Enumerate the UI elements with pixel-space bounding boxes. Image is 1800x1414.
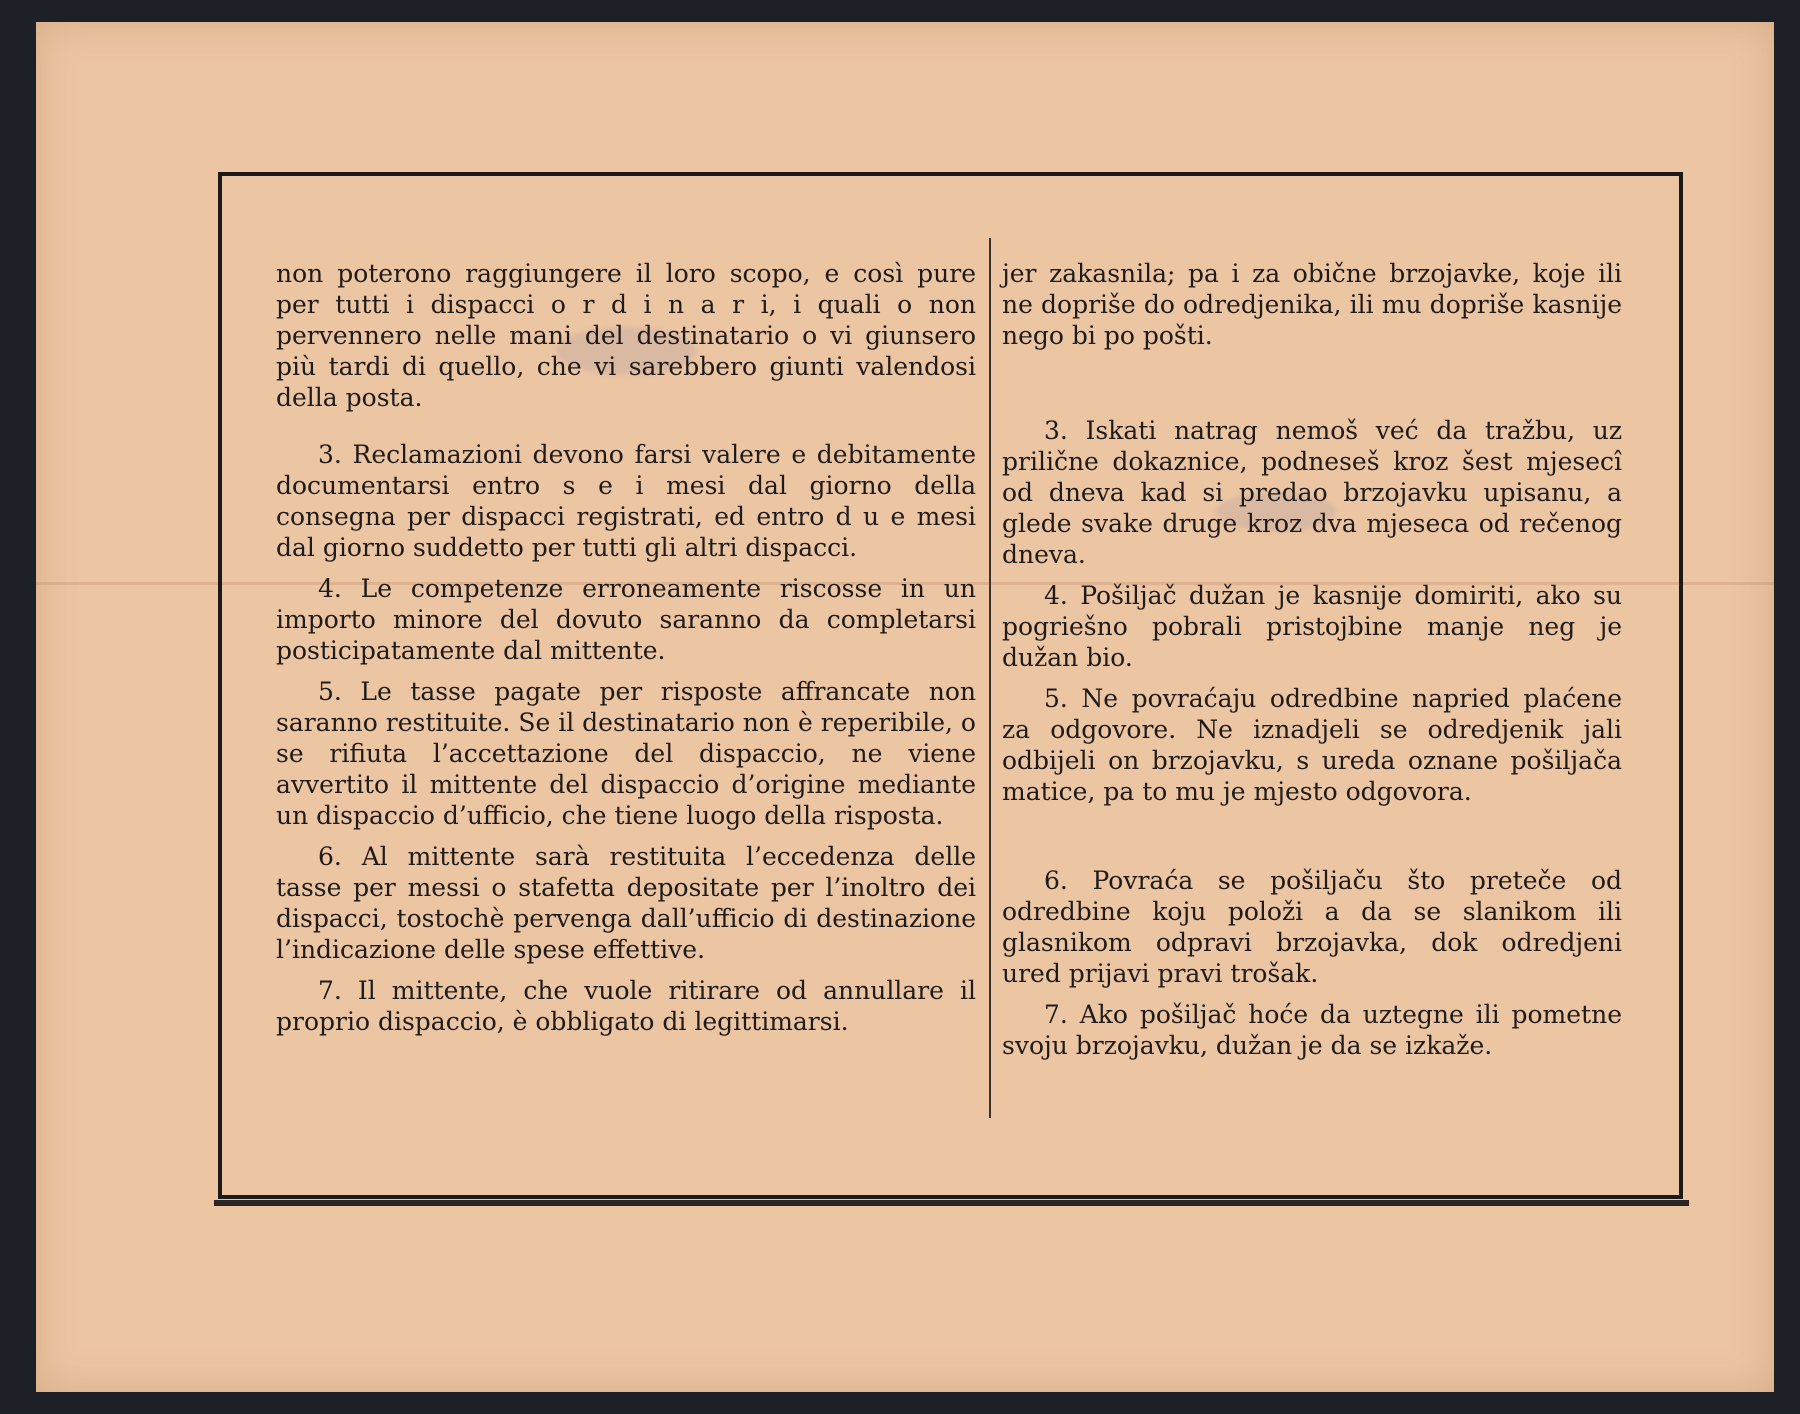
paper-sheet	[36, 22, 1774, 1392]
right-paragraph-1: jer zakasnila; pa i za obične brzojavke, koje ili ne dopriše do odredjenika, ili mu dopriše kasnije nego bi po pošti.	[1002, 259, 1622, 350]
left-paragraph-3: 3. Reclamazioni devono farsi valere e debitamente documentarsi entro s e i mesi dal giorno della consegna per dispacci registrati, ed entro d u e mesi dal giorno suddetto per tutti gli altri dispacci.	[276, 440, 976, 562]
left-paragraph-4: 4. Le competenze erroneamente riscosse in un importo minore del dovuto saranno da completarsi posticipatamente dal mittente.	[276, 574, 976, 665]
right-paragraph-6: 6. Povraća se pošiljaču što preteče od odredbine koju položi a da se slanikom ili glasnikom odpravi brzojavka, dok odredjeni ured prijavi pravi trošak.	[1002, 866, 1622, 988]
left-paragraph-5: 5. Le tasse pagate per risposte affrancate non saranno restituite. Se il destinatario non è reperibile, o se rifiuta l’accettazione del dispaccio, ne viene avvertito il mittente del dispaccio d’origine mediante un dispaccio d’ufficio, che tiene luogo della risposta.	[276, 677, 976, 830]
right-paragraph-7: 7. Ako pošiljač hoće da uztegne ili pometne svoju brzojavku, dužan je da se izkaže.	[1002, 1000, 1622, 1060]
left-paragraph-7: 7. Il mittente, che vuole ritirare od annullare il proprio dispaccio, è obbligato di legittimarsi.	[276, 976, 976, 1036]
left-paragraph-1: non poterono raggiungere il loro scopo, e così pure per tutti i dispacci o r d i n a r i, i quali o non pervennero nelle mani del destinatario o vi giunsero più tardi di quello, che vi sarebbero giunti valendosi della posta.	[276, 259, 976, 412]
left-column	[276, 258, 976, 1037]
left-paragraph-6: 6. Al mittente sarà restituita l’eccedenza delle tasse per messi o stafetta depositate per l’inoltro dei dispacci, tostochè pervenga dall’ufficio di destinazione l’indicazione delle spese effettive.	[276, 842, 976, 964]
frame-bottom-edge	[214, 1200, 1689, 1206]
right-paragraph-5: 5. Ne povraćaju odredbine napried plaćene za odgovore. Ne iznadjeli se odredjenik jali odbijeli on brzojavku, s ureda oznane pošiljača matice, pa to mu je mjesto odgovora.	[1002, 684, 1622, 806]
right-column	[1002, 258, 1622, 1061]
column-divider	[989, 238, 991, 1118]
right-paragraph-4: 4. Pošiljač dužan je kasnije domiriti, ako su pogriešno pobrali pristojbine manje neg je dužan bio.	[1002, 581, 1622, 672]
right-paragraph-3: 3. Iskati natrag nemoš već da tražbu, uz priličnе dokaznice, podneseš kroz šest mjesecî od dneva kad si predao brzojavku upisanu, a glede svake druge kroz dva mjeseca od rečenog dneva.	[1002, 416, 1622, 569]
text-frame	[218, 172, 1683, 1199]
